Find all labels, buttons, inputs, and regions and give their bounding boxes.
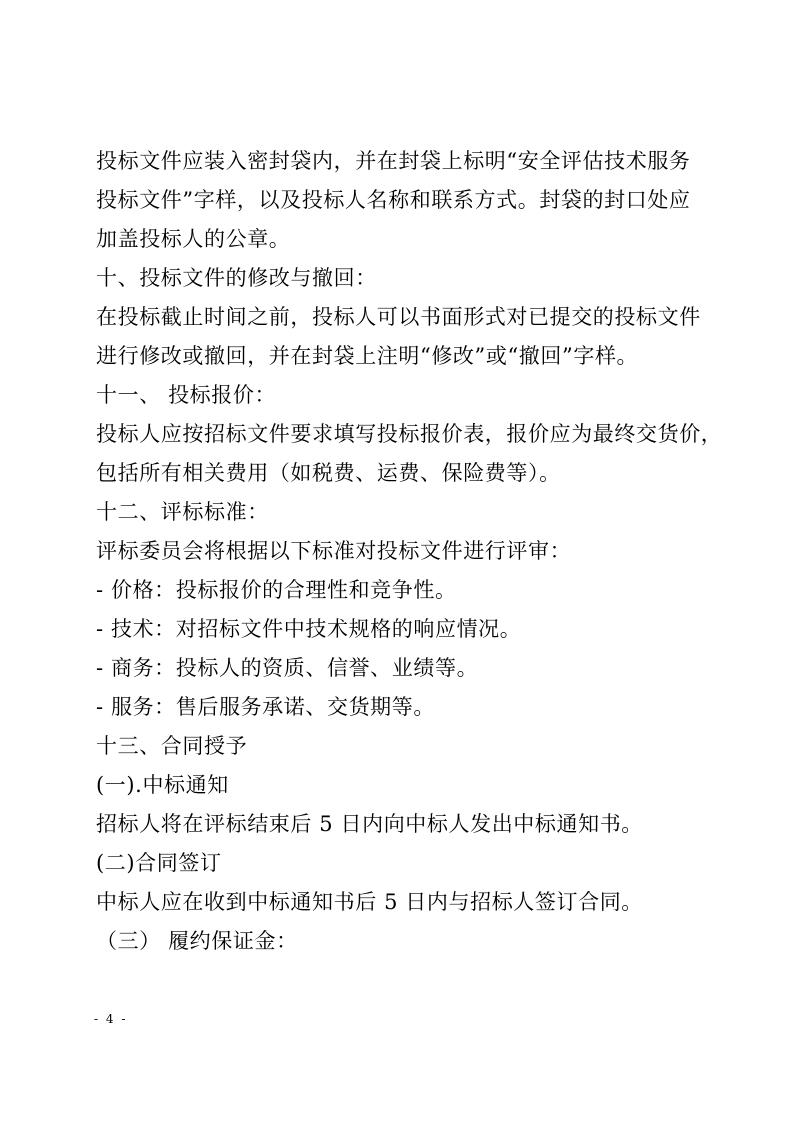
- section-heading-12: 十二、评标标准：: [96, 500, 269, 524]
- list-item-service: - 服务：售后服务承诺、交货期等。: [96, 695, 435, 719]
- paragraph-line-2: 投标文件”字样，以及投标人名称和联系方式。封袋的封口处应: [96, 188, 691, 212]
- paragraph-line-11: 评标委员会将根据以下标准对投标文件进行评审：: [96, 539, 572, 563]
- paragraph-line-5: 在投标截止时间之前，投标人可以书面形式对已提交的投标文件: [96, 305, 701, 329]
- section-heading-11: 十一、 投标报价：: [96, 383, 277, 407]
- subheading-contract-signing: (二)合同签订: [96, 851, 222, 875]
- paragraph-line-3: 加盖投标人的公章。: [96, 227, 291, 251]
- paragraph-line-9: 包括所有相关费用（如税费、运费、保险费等）。: [96, 461, 561, 485]
- paragraph-line-20: 中标人应在收到中标通知书后 5 日内与招标人签订合同。: [96, 890, 643, 914]
- section-heading-13: 十三、合同授予: [96, 734, 248, 758]
- section-heading-10: 十、投标文件的修改与撤回：: [96, 266, 377, 290]
- paragraph-line-6: 进行修改或撤回，并在封袋上注明“修改”或“撤回”字样。: [96, 344, 639, 368]
- list-item-business: - 商务：投标人的资质、信誉、业绩等。: [96, 656, 479, 680]
- list-item-technical: - 技术：对招标文件中技术规格的响应情况。: [96, 617, 522, 641]
- subheading-performance-bond: （三） 履约保证金：: [96, 929, 298, 953]
- paragraph-line-1: 投标文件应装入密封袋内，并在封袋上标明“安全评估技术服务: [96, 149, 691, 173]
- paragraph-line-8: 投标人应按招标文件要求填写投标报价表，报价应为最终交货价，: [96, 422, 723, 446]
- subheading-award-notice: (一).中标通知: [96, 773, 229, 797]
- page-number: - 4 -: [94, 1012, 128, 1026]
- list-item-price: - 价格：投标报价的合理性和竞争性。: [96, 578, 457, 602]
- paragraph-line-18: 招标人将在评标结束后 5 日内向中标人发出中标通知书。: [96, 812, 643, 836]
